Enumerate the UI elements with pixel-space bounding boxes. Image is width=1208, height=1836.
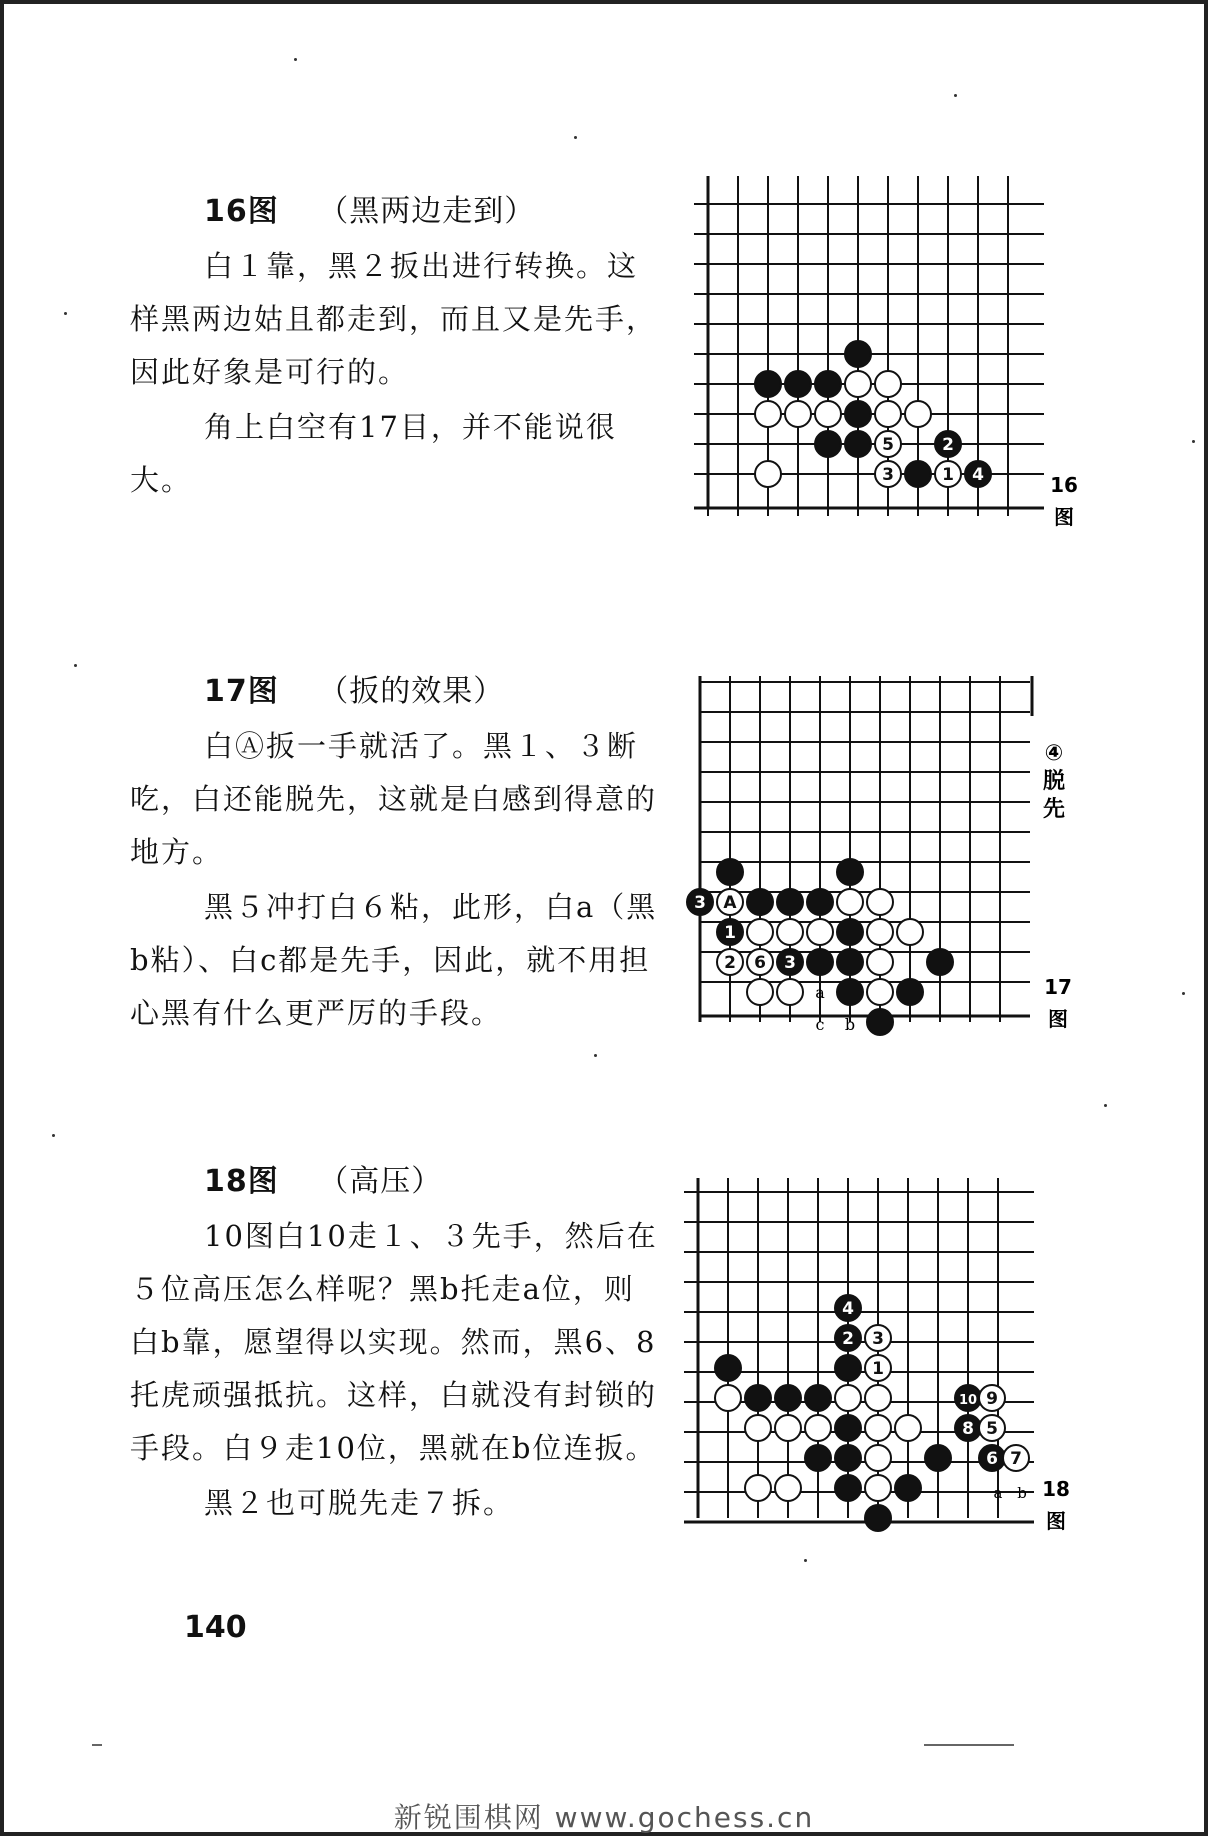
section-heading <box>204 1156 660 1200</box>
dust-speck <box>74 664 77 667</box>
dust-speck <box>954 94 957 97</box>
svg-text:1: 1 <box>942 465 954 485</box>
side-note: 脱 <box>1042 769 1066 794</box>
heading-subtitle: （黑两边走到） <box>318 194 536 229</box>
svg-text:2: 2 <box>942 435 954 455</box>
dust-speck <box>294 58 297 61</box>
svg-text:b: b <box>844 1015 856 1034</box>
scan-mark <box>924 1744 1014 1746</box>
svg-text:9: 9 <box>986 1389 998 1409</box>
dust-speck <box>574 136 577 139</box>
paragraph: 白１靠，黑２扳出进行转换。这样黑两边姑且都走到，而且又是先手，因此好象是可行的。 <box>130 249 658 389</box>
page-number: 140 <box>184 1610 247 1645</box>
dust-speck <box>804 1559 807 1562</box>
svg-text:4: 4 <box>842 1299 854 1319</box>
svg-text:3: 3 <box>882 465 894 485</box>
svg-text:2: 2 <box>724 953 736 973</box>
go-diagram-16 <box>694 176 1094 546</box>
svg-text:5: 5 <box>986 1419 998 1439</box>
dust-speck <box>64 312 67 315</box>
diagram-label: 图 <box>1054 505 1074 529</box>
svg-text:a: a <box>815 983 825 1002</box>
diagram-label: 图 <box>1046 1509 1066 1533</box>
svg-text:6: 6 <box>986 1449 998 1469</box>
side-note: ④ <box>1044 741 1064 766</box>
dust-speck <box>52 1134 55 1137</box>
diagram-label: 图 <box>1048 1007 1068 1031</box>
watermark: 新锐围棋网 www.gochess.cn <box>393 1801 815 1834</box>
heading-subtitle: （扳的效果） <box>318 674 505 709</box>
svg-text:3: 3 <box>784 953 796 973</box>
paragraph: 10图白10走１、３先手，然后在５位高压怎么样呢？黑b托走a位，则白b靠，愿望得以实现。然而，黑6、8托虎顽强抵抗。这样，白就没有封锁的手段。白９走10位，黑就在b位连扳。 <box>130 1219 658 1465</box>
svg-text:c: c <box>815 1015 825 1034</box>
go-diagram-18 <box>684 1178 1104 1538</box>
svg-text:7: 7 <box>1010 1449 1022 1469</box>
svg-text:1: 1 <box>724 923 736 943</box>
svg-text:b: b <box>1017 1484 1027 1502</box>
section-heading <box>204 666 660 710</box>
go-diagram-17 <box>680 676 1100 1046</box>
svg-text:3: 3 <box>694 893 706 913</box>
svg-text:3: 3 <box>872 1329 884 1349</box>
svg-text:1: 1 <box>872 1359 884 1379</box>
svg-text:10: 10 <box>958 1393 978 1408</box>
heading-number: 18图 <box>204 1164 279 1199</box>
svg-text:2: 2 <box>842 1329 854 1349</box>
paragraph: 白Ⓐ扳一手就活了。黑１、３断吃，白还能脱先，这就是白感到得意的地方。 <box>130 729 658 869</box>
diagram-label: 18 <box>1042 1477 1070 1501</box>
svg-text:8: 8 <box>962 1419 974 1439</box>
section-heading <box>204 186 660 230</box>
svg-text:A: A <box>723 893 737 913</box>
dust-speck <box>1182 992 1185 995</box>
heading-number: 17图 <box>204 674 279 709</box>
svg-text:a: a <box>993 1484 1003 1502</box>
scan-mark <box>92 1744 102 1746</box>
heading-subtitle: （高压） <box>318 1164 443 1199</box>
paragraph: 黑５冲打白６粘，此形，白a（黑b粘）、白c都是先手，因此，就不用担心黑有什么更严厉的手段。 <box>130 890 658 1030</box>
paragraph: 角上白空有17目，并不能说很大。 <box>130 410 617 497</box>
dust-speck <box>594 1054 597 1057</box>
svg-text:4: 4 <box>972 465 984 485</box>
side-note: 先 <box>1042 797 1066 822</box>
diagram-label: 16 <box>1050 473 1078 497</box>
dust-speck <box>1104 1104 1107 1107</box>
paragraph: 黑２也可脱先走７拆。 <box>204 1486 515 1520</box>
diagram-label: 17 <box>1044 975 1072 999</box>
svg-text:6: 6 <box>754 953 766 973</box>
svg-text:5: 5 <box>882 435 894 455</box>
dust-speck <box>1192 440 1195 443</box>
heading-number: 16图 <box>204 194 279 229</box>
